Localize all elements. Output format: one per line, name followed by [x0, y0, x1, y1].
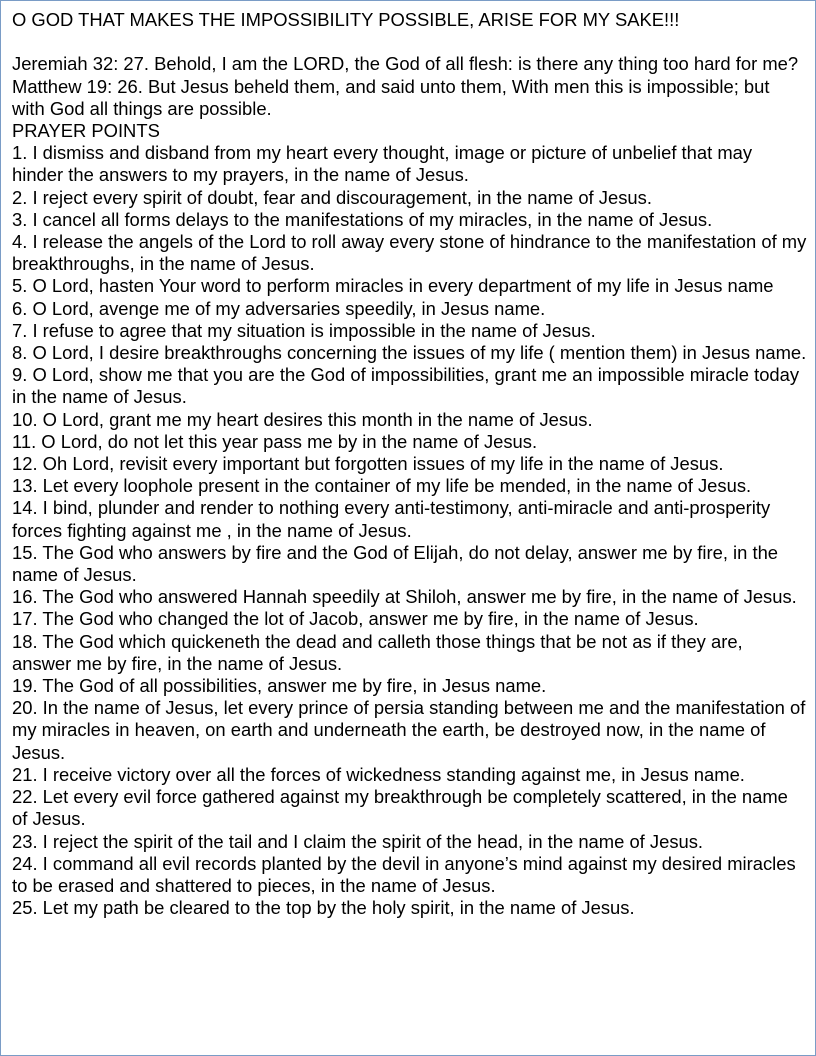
verse-jeremiah: Jeremiah 32: 27. Behold, I am the LORD, the God of all flesh: is there any thing too hard for me?: [12, 53, 799, 75]
prayer-point: 11. O Lord, do not let this year pass me by in the name of Jesus.: [12, 430, 538, 452]
prayer-point: 21. I receive victory over all the forces of wickedness standing against me, in Jesus name.: [12, 763, 745, 785]
prayer-point: 24. I command all evil records planted by the devil in anyone’s mind against my desired miracles to be erased and shattered to pieces, in the name of Jesus.: [12, 852, 796, 896]
prayer-point: 7. I refuse to agree that my situation is impossible in the name of Jesus.: [12, 319, 596, 341]
prayer-point: 17. The God who changed the lot of Jacob, answer me by fire, in the name of Jesus.: [12, 608, 699, 630]
prayer-point: 15. The God who answers by fire and the God of Elijah, do not delay, answer me by fire, in the name of Jesus.: [12, 541, 779, 586]
prayer-point: 23. I reject the spirit of the tail and I claim the spirit of the head, in the name of Jesus.: [12, 830, 704, 852]
prayer-point: 1. I dismiss and disband from my heart every thought, image or picture of unbelief that may hinder the answers to my prayers, in the name of Jesus.: [12, 142, 753, 186]
prayer-point: 6. O Lord, avenge me of my adversaries speedily, in Jesus name.: [12, 297, 546, 319]
prayer-point: 13. Let every loophole present in the container of my life be mended, in the name of Jesus.: [12, 475, 752, 497]
prayer-point: 8. O Lord, I desire breakthroughs concerning the issues of my life ( mention them) in Jesus name.: [12, 342, 807, 364]
prayer-point: 22. Let every evil force gathered against my breakthrough be completely scattered, in the name of Jesus.: [12, 786, 788, 830]
prayer-point: 3. I cancel all forms delays to the manifestations of my miracles, in the name of Jesus.: [12, 208, 713, 230]
prayer-point: 4. I release the angels of the Lord to roll away every stone of hindrance to the manifestation of my breakthroughs, in the name of Jesus.: [12, 231, 807, 275]
prayer-point: 20. In the name of Jesus, let every prince of persia standing between me and the manifestation of my miracles in heaven, on earth and underneath the earth, be destroyed now, in the name of Jesus.: [12, 697, 806, 763]
prayer-point: 16. The God who answered Hannah speedily at Shiloh, answer me by fire, in the name of Jesus.: [12, 586, 797, 608]
prayer-points-heading: PRAYER POINTS: [12, 120, 160, 141]
prayer-point: 5. O Lord, hasten Your word to perform miracles in every department of my life in Jesus name: [12, 275, 774, 297]
prayer-point: 2. I reject every spirit of doubt, fear and discouragement, in the name of Jesus.: [12, 186, 652, 208]
blank-line: [12, 31, 807, 53]
prayer-point: 14. I bind, plunder and render to nothing every anti-testimony, anti-miracle and anti-prosperity forces fighting against me , in the name of Jesus.: [12, 497, 771, 541]
prayer-point: 12. Oh Lord, revisit every important but forgotten issues of my life in the name of Jesus.: [12, 453, 724, 475]
prayer-points-list: [12, 142, 807, 919]
prayer-point: 19. The God of all possibilities, answer me by fire, in Jesus name.: [12, 675, 547, 697]
prayer-point: 18. The God which quickeneth the dead and calleth those things that be not as if they are, answer me by fire, in the name of Jesus.: [12, 630, 743, 674]
prayer-point: 25. Let my path be cleared to the top by the holy spirit, in the name of Jesus.: [12, 897, 635, 919]
prayer-point: 9. O Lord, show me that you are the God of impossibilities, grant me an impossible miracle today in the name of Jesus.: [12, 364, 800, 408]
verse-matthew: Matthew 19: 26. But Jesus beheld them, and said unto them, With men this is impossible; but with God all things are possible.: [12, 75, 770, 119]
prayer-point: 10. O Lord, grant me my heart desires this month in the name of Jesus.: [12, 408, 593, 430]
document-title: O GOD THAT MAKES THE IMPOSSIBILITY POSSIBLE, ARISE FOR MY SAKE!!!: [12, 9, 680, 30]
